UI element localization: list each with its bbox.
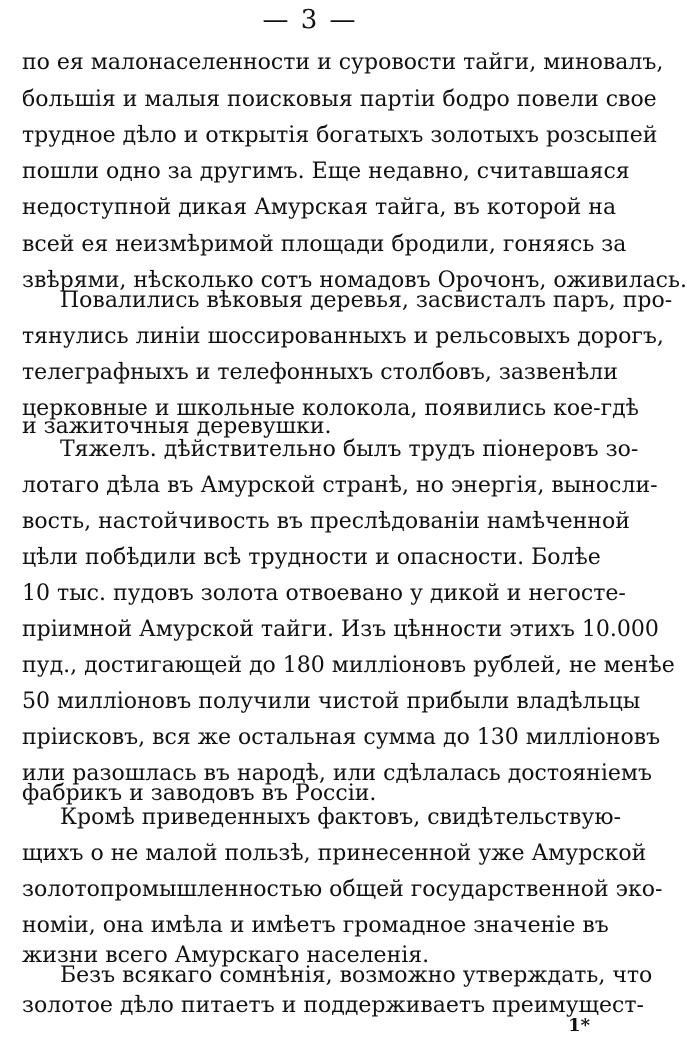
text-line: пошли одно за другимъ. Еще недавно, считавшаяся [22, 159, 630, 184]
text-line: церковные и школьные колокола, появились кое-гдѣ [22, 396, 639, 421]
text-line: 50 милліоновъ получили чистой прибыли владѣльцы [22, 689, 641, 714]
text-line: золотое дѣло питаетъ и поддерживаетъ преимущест- [22, 993, 644, 1018]
text-line: щихъ о не малой пользѣ, принесенной уже Амурской [22, 841, 647, 866]
text-line: 10 тыс. пудовъ золота отвоевано у дикой и негосте- [22, 581, 626, 606]
text-line: телеграфныхъ и телефонныхъ столбовъ, зазвенѣли [22, 360, 618, 385]
text-line: Кромѣ приведенныхъ фактовъ, свидѣтельствую- [60, 805, 621, 830]
text-line: золотопромышленностью общей государственной эко- [22, 877, 663, 902]
text-line: цѣли побѣдили всѣ трудности и опасности. Болѣе [22, 545, 601, 570]
text-line: жизни всего Амурскаго населенія. [22, 943, 430, 968]
text-line: тянулись линіи шоссированныхъ и рельсовыхъ дорогъ, [22, 324, 664, 349]
text-line: недоступной дикая Амурская тайга, въ которой на [22, 195, 617, 220]
text-line: и зажиточныя деревушки. [22, 414, 332, 439]
page-number: — 3 — [262, 5, 358, 35]
signature-mark: 1* [568, 1015, 590, 1036]
text-line: Повалились вѣковыя деревья, засвисталъ паръ, про- [60, 288, 673, 313]
text-line: вость, настойчивость въ преслѣдованіи намѣченной [22, 509, 630, 534]
text-line: Безъ всякаго сомнѣнія, возможно утверждать, что [60, 963, 653, 988]
text-line: звѣрями, нѣсколько сотъ номадовъ Орочонъ, оживилась. [22, 268, 687, 293]
text-line: Тяжелъ. дѣйствительно былъ трудъ піонеровъ зо- [60, 437, 639, 462]
text-line: пріимной Амурской тайги. Изъ цѣнности этихъ 10.000 [22, 617, 659, 642]
text-line: номіи, она имѣла и имѣетъ громадное значеніе въ [22, 913, 609, 938]
text-line: по ея малонаселенности и суровости тайги, миновалъ, [22, 50, 664, 75]
text-line: пуд., достигающей до 180 милліоновъ рублей, не менѣе [22, 653, 675, 678]
text-line: фабрикъ и заводовъ въ Россіи. [22, 781, 377, 806]
text-line: пріисковъ, вся же остальная сумма до 130 милліоновъ [22, 725, 661, 750]
text-line: большія и малыя поисковыя партіи бодро повели свое [22, 87, 657, 112]
text-line: всей ея неизмѣримой площади бродили, гоняясь за [22, 232, 627, 257]
text-line: трудное дѣло и открытія богатыхъ золотыхъ розсыпей [22, 123, 658, 148]
text-line: лотаго дѣла въ Амурской странѣ, но энергія, выносли- [22, 473, 658, 498]
text-line: или разошлась въ народѣ, или сдѣлалась достояніемъ [22, 761, 652, 786]
